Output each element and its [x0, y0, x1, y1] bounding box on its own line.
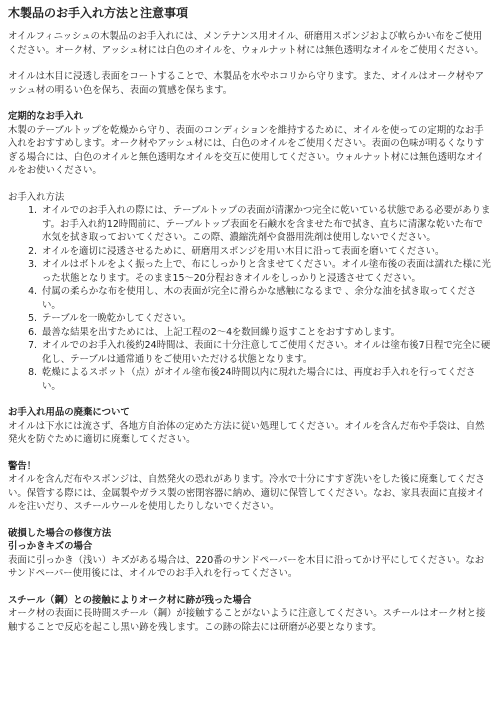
care-step: 5. テーブルを一晩乾かしてください。: [40, 312, 491, 326]
care-step: 7. オイルでのお手入れ後約24時間は、表面に十分注意してご使用ください。オイルは塗布後7日程で完全に硬化し、テーブルは通常通りをご使用いただける状態となります。: [40, 339, 491, 366]
spacer: [8, 393, 491, 406]
care-step: 1. オイルでのお手入れの際には、テーブルトップの表面が清潔かつ完全に乾いている状態である必要があります。お手入れ約12時間前に、テーブルトップ表面を石鹸水を含ませた布で拭き、直ちに清潔な乾いた布で水気を拭き取っておいてください。この際、濃縮洗剤や食器用洗剤は使用しないでください。: [40, 204, 491, 245]
care-step: 2. オイルを適切に浸透させるために、研磨用スポンジを用い木目に沿って表面を磨いてください。: [40, 245, 491, 259]
care-step: 8. 乾燥によるスポット（点）がオイル塗布後24時間以内に現れた場合には、再度お手入れを行ってください。: [40, 366, 491, 393]
intro-paragraph-1: オイルフィニッシュの木製品のお手入れには、メンテナンス用オイル、研磨用スポンジおよび軟らかい布をご使用ください。オーク材、アッシュ材には白色のオイルを、ウォルナット材には無色透明なオイルをご使用ください。: [8, 31, 484, 56]
steel-contact-heading: スチール（鋼）との接触によりオーク材に跡が残った場合: [8, 594, 252, 606]
scratch-text: 表面に引っかき（浅い）キズがある場合は、220番のサンドペーパーを木目に沿ってかけ平にしてください。なおサンドペーパー使用後には、オイルでのお手入れを行ってください。: [8, 554, 485, 579]
warning-heading: 警告！: [8, 460, 37, 472]
regular-care-text: 木製のテーブルトップを乾燥から守り、表面のコンディションを維持するために、オイルを使っての定期的なお手入れをおすすめします。オーク材やアッシュ材には、白色のオイルをご使用ください。表面の色味が明るくなりすぎる場合には、白色のオイルと無色透明なオイルを交互に使用してください。ウォルナット材には無色透明なオイルをお使いください。: [8, 124, 485, 176]
steel-contact-text: オーク材の表面に長時間スチール（鋼）が接触することがないように注意してください。スチールはオーク材と接触することで反応を起こし黒い跡を残します。この跡の除去には研磨が必要となります。: [8, 608, 486, 633]
spacer: [8, 447, 491, 460]
scratch-heading: 引っかきキズの場合: [8, 541, 93, 552]
spacer: [8, 97, 491, 110]
disposal-heading: お手入れ用品の廃棄について: [8, 407, 130, 418]
care-step: 6. 最善な結果を出すためには、上記工程の2〜4を数回繰り返すことをおすすめします。: [40, 326, 491, 340]
repair-heading: 破損した場合の修復方法: [8, 527, 112, 539]
spacer: [8, 178, 491, 191]
intro-paragraph-2: オイルは木目に浸透し表面をコートすることで、木製品を水やホコリから守ります。また、オイルはオーク材やアッシュ材の明るい色を保ち、表面の質感を保ちます。: [8, 71, 484, 96]
regular-care-heading: 定期的なお手入れ: [8, 111, 84, 122]
disposal-text: オイルは下水には流さず、各地方自治体の定めた方法に従い処理してください。オイルを含んだ布や手袋は、自然発火を防ぐために適切に廃棄してください。: [8, 420, 485, 445]
warning-text: オイルを含んだ布やスポンジは、自然発火の恐れがあります。冷水で十分にすすぎ洗いをした後に廃棄してください。保管する際には、金属製やガラス製の密閉容器に納め、適切に保管してください。なお、家具表面に直接オイルを注いだり、スチールウールを使用したりしないでください。: [8, 474, 486, 512]
spacer: [8, 57, 491, 70]
care-step: 3. オイルはボトルをよく振った上で、布にしっかりと含ませてください。オイル塗布後の表面は濡れた様に光った状態となります。そのまま15〜20分程おきオイルをしっかりと浸透させてください。: [40, 258, 491, 285]
spacer: [8, 514, 491, 527]
spacer: [8, 581, 491, 594]
care-method-label: お手入れ方法: [8, 191, 65, 203]
document-title: 木製品のお手入れ方法と注意事項: [8, 6, 189, 20]
care-step: 4. 付属の柔らかな布を使用し、木の表面が完全に滑らかな感触になるまで 、余分な油を拭き取ってください。: [40, 285, 491, 312]
care-steps-list: [8, 204, 491, 393]
